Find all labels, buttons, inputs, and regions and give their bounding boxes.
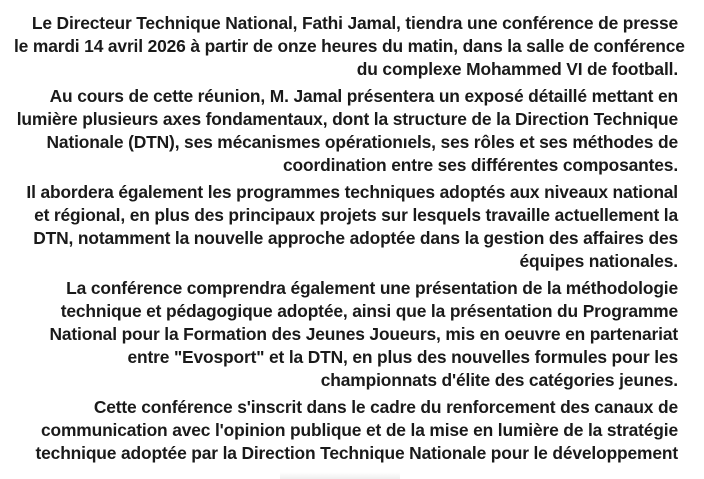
scroll-fade-indicator: [280, 472, 400, 479]
text-line: Au cours de cette réunion, M. Jamal présentera un exposé détaillé mettant en: [49, 86, 678, 106]
text-line: Nationale (DTN), ses mécanismes opérationıels, ses rôles et ses méthodes de: [46, 132, 678, 152]
text-line: le mardi 14 avril 2026 à partir de onze heures du matin, dans la salle de conférence: [14, 36, 685, 56]
text-line: communication avec l'opinion publique et de la mise en lumière de la stratégie: [40, 420, 678, 440]
press-release-text: [14, 12, 685, 469]
text-line: Il abordera également les programmes techniques adoptés aux niveaux national: [26, 182, 678, 202]
text-line: et régional, en plus des principaux projets sur lesquels travaille actuellement la: [34, 205, 678, 225]
paragraph-methodology: [14, 277, 678, 392]
text-line: coordination entre ses différentes composantes.: [283, 155, 678, 175]
paragraph-communication: [14, 396, 678, 465]
text-line: équipes nationales.: [519, 251, 678, 271]
text-line: championnats d'élite des catégories jeunes.: [320, 370, 678, 390]
text-line: technique adoptée par la Direction Technique Nationale pour le développement: [35, 443, 678, 463]
paragraph-meeting-topics: [14, 85, 678, 177]
text-line: du complexe Mohammed VI de football.: [356, 59, 678, 79]
text-line: Cette conférence s'inscrit dans le cadre du renforcement des canaux de: [93, 397, 678, 417]
text-line: lumière plusieurs axes fondamentaux, dont la structure de la Direction Technique: [16, 109, 678, 129]
text-line: DTN, notamment la nouvelle approche adoptée dans la gestion des affaires des: [33, 228, 678, 248]
paragraph-announcement: [14, 12, 685, 81]
text-line: entre "Evosport" et la DTN, en plus des nouvelles formules pour les: [127, 347, 678, 367]
text-line: National pour la Formation des Jeunes Joueurs, mis en oeuvre en partenariat: [49, 324, 678, 344]
paragraph-technical-programs: [14, 181, 678, 273]
text-line: Le Directeur Technique National, Fathi Jamal, tiendra une conférence de presse: [31, 13, 678, 33]
text-line: technique et pédagogique adoptée, ainsi que la présentation du Programme: [60, 301, 678, 321]
text-line: La conférence comprendra également une présentation de la méthodologie: [66, 278, 678, 298]
